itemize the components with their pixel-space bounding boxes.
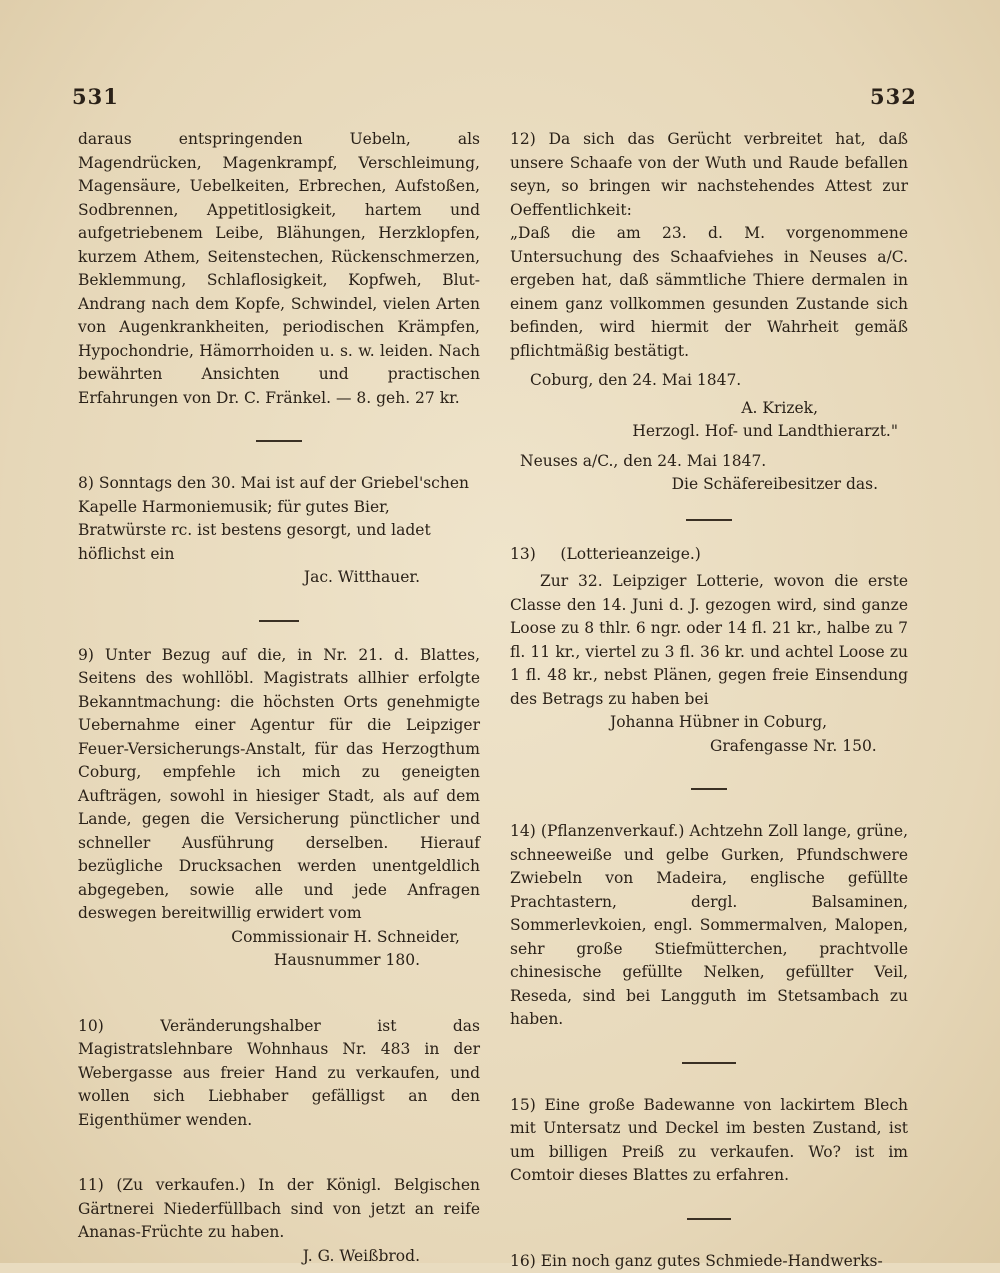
item-10: 10) Veränderungshalber ist das Magistratslehnbare Wohnhaus Nr. 483 in der Webergasse aus freier Hand zu verkaufen, und wollen sich Liebhaber gefälligst an den Eigenthümer wenden.	[78, 1015, 480, 1133]
item-9: 9) Unter Bezug auf die, in Nr. 21. d. Blattes, Seitens des wohllöbl. Magistrats allhier erfolgte Bekanntmachung: die höchsten Orts genehmigte Uebernahme einer Agentur für die Leipziger Feuer-Versicherungs-Anstalt, für das Herzogthum Coburg, empfehle ich mich zu geneigten Aufträgen, sowohl in hiesiger Stadt, als auf dem Lande, gegen die Versicherung pünctlicher und schneller Ausführung derselben. Hierauf bezügliche Drucksachen werden unentgeldlich abgegeben, sowie alle und jede Anfragen deswegen bereitwillig erwidert vom	[78, 644, 480, 926]
item-14: 14) (Pflanzenverkauf.) Achtzehn Zoll lange, grüne, schneeweiße und gelbe Gurken, Pfundschwere Zwiebeln von Madeira, englische gefüllte Prachtastern, dergl. Balsaminen, Sommerlevkoien, engl. Sommermalven, Malopen, sehr große Stiefmütterchen, prachtvolle chinesische gefüllte Nelken, gefüllter Veil, Reseda, sind bei Langguth im Stetsambach zu haben.	[510, 820, 908, 1032]
item-9-signature-name: Commissionair H. Schneider,	[78, 926, 480, 950]
item-13-signature-name: Johanna Hübner in Coburg,	[510, 711, 908, 735]
item-12: 12) Da sich das Gerücht verbreitet hat, daß unsere Schaafe von der Wuth und Raude befallen seyn, so bringen wir nachstehendes Attest zur Oeffentlichkeit:	[510, 128, 908, 222]
item-12-place-date-1: Coburg, den 24. Mai 1847.	[510, 369, 908, 393]
item-11: 11) (Zu verkaufen.) In der Königl. Belgischen Gärtnerei Niederfüllbach sind von jetzt an reife Ananas-Früchte zu haben.	[78, 1174, 480, 1245]
item-12-signature-1-title: Herzogl. Hof- und Landthierarzt."	[510, 420, 908, 444]
item-9-signature-address: Hausnummer 180.	[78, 949, 480, 973]
page-number-right: 532	[870, 84, 917, 109]
right-column	[510, 128, 908, 1273]
item-12-place-date-2: Neuses a/C., den 24. Mai 1847.	[510, 450, 908, 474]
item-13-signature-address: Grafengasse Nr. 150.	[510, 735, 908, 759]
item-13: Zur 32. Leipziger Lotterie, wovon die erste Classe den 14. Juni d. J. gezogen wird, sind ganze Loose zu 8 thlr. 6 ngr. oder 14 fl. 21 kr., halbe zu 7 fl. 11 kr., viertel zu 3 fl. 36 kr. und achtel Loose zu 1 fl. 48 kr., nebst Plänen, gegen freie Einsendung des Betrags zu haben bei	[510, 570, 908, 711]
item-12-signature-2: Die Schäfereibesitzer das.	[510, 473, 908, 497]
item-8-signature: Jac. Witthauer.	[78, 566, 480, 590]
item-12-signature-1: A. Krizek,	[510, 397, 908, 421]
item-15: 15) Eine große Badewanne von lackirtem Blech mit Untersatz und Deckel im besten Zustand, ist um billigen Preiß zu verkaufen. Wo? ist im Comtoir dieses Blattes zu erfahren.	[510, 1094, 908, 1188]
item-16: 16) Ein noch ganz gutes Schmiede-Handwerks-	[510, 1250, 908, 1273]
item-11-signature: J. G. Weißbrod.	[78, 1245, 480, 1269]
left-column	[78, 128, 480, 1268]
page-number-left: 531	[72, 84, 119, 109]
item-7-continuation: daraus entspringenden Uebeln, als Magendrücken, Magenkrampf, Verschleimung, Magensäure, Uebelkeiten, Erbrechen, Aufstoßen, Sodbrennen, Appetitlosigkeit, hartem und aufgetriebenem Leibe, Blähungen, Herzklopfen, kurzem Athem, Seitenstechen, Rückenschmerzen, Beklemmung, Schlaflosigkeit, Kopfweh, Blut-Andrang nach dem Kopfe, Schwindel, vielen Arten von Augenkrankheiten, periodischen Krämpfen, Hypochondrie, Hämorrhoiden u. s. w. leiden. Nach bewährten Ansichten und practischen Erfahrungen von Dr. C. Fränkel. — 8. geh. 27 kr.	[78, 128, 480, 410]
item-12-attest: „Daß die am 23. d. M. vorgenommene Untersuchung des Schaafviehes in Neuses a/C. ergeben hat, daß sämmtliche Thiere dermalen in einem ganz vollkommen gesunden Zustande sich befinden, wird hiermit der Wahrheit gemäß pflichtmäßig bestätigt.	[510, 222, 908, 363]
item-13-heading: 13) (Lotterieanzeige.)	[510, 543, 908, 567]
item-8: 8) Sonntags den 30. Mai ist auf der Griebel'schen Kapelle Harmoniemusik; für gutes Bier, Bratwürste rc. ist bestens gesorgt, und ladet höflichst ein	[78, 472, 480, 566]
